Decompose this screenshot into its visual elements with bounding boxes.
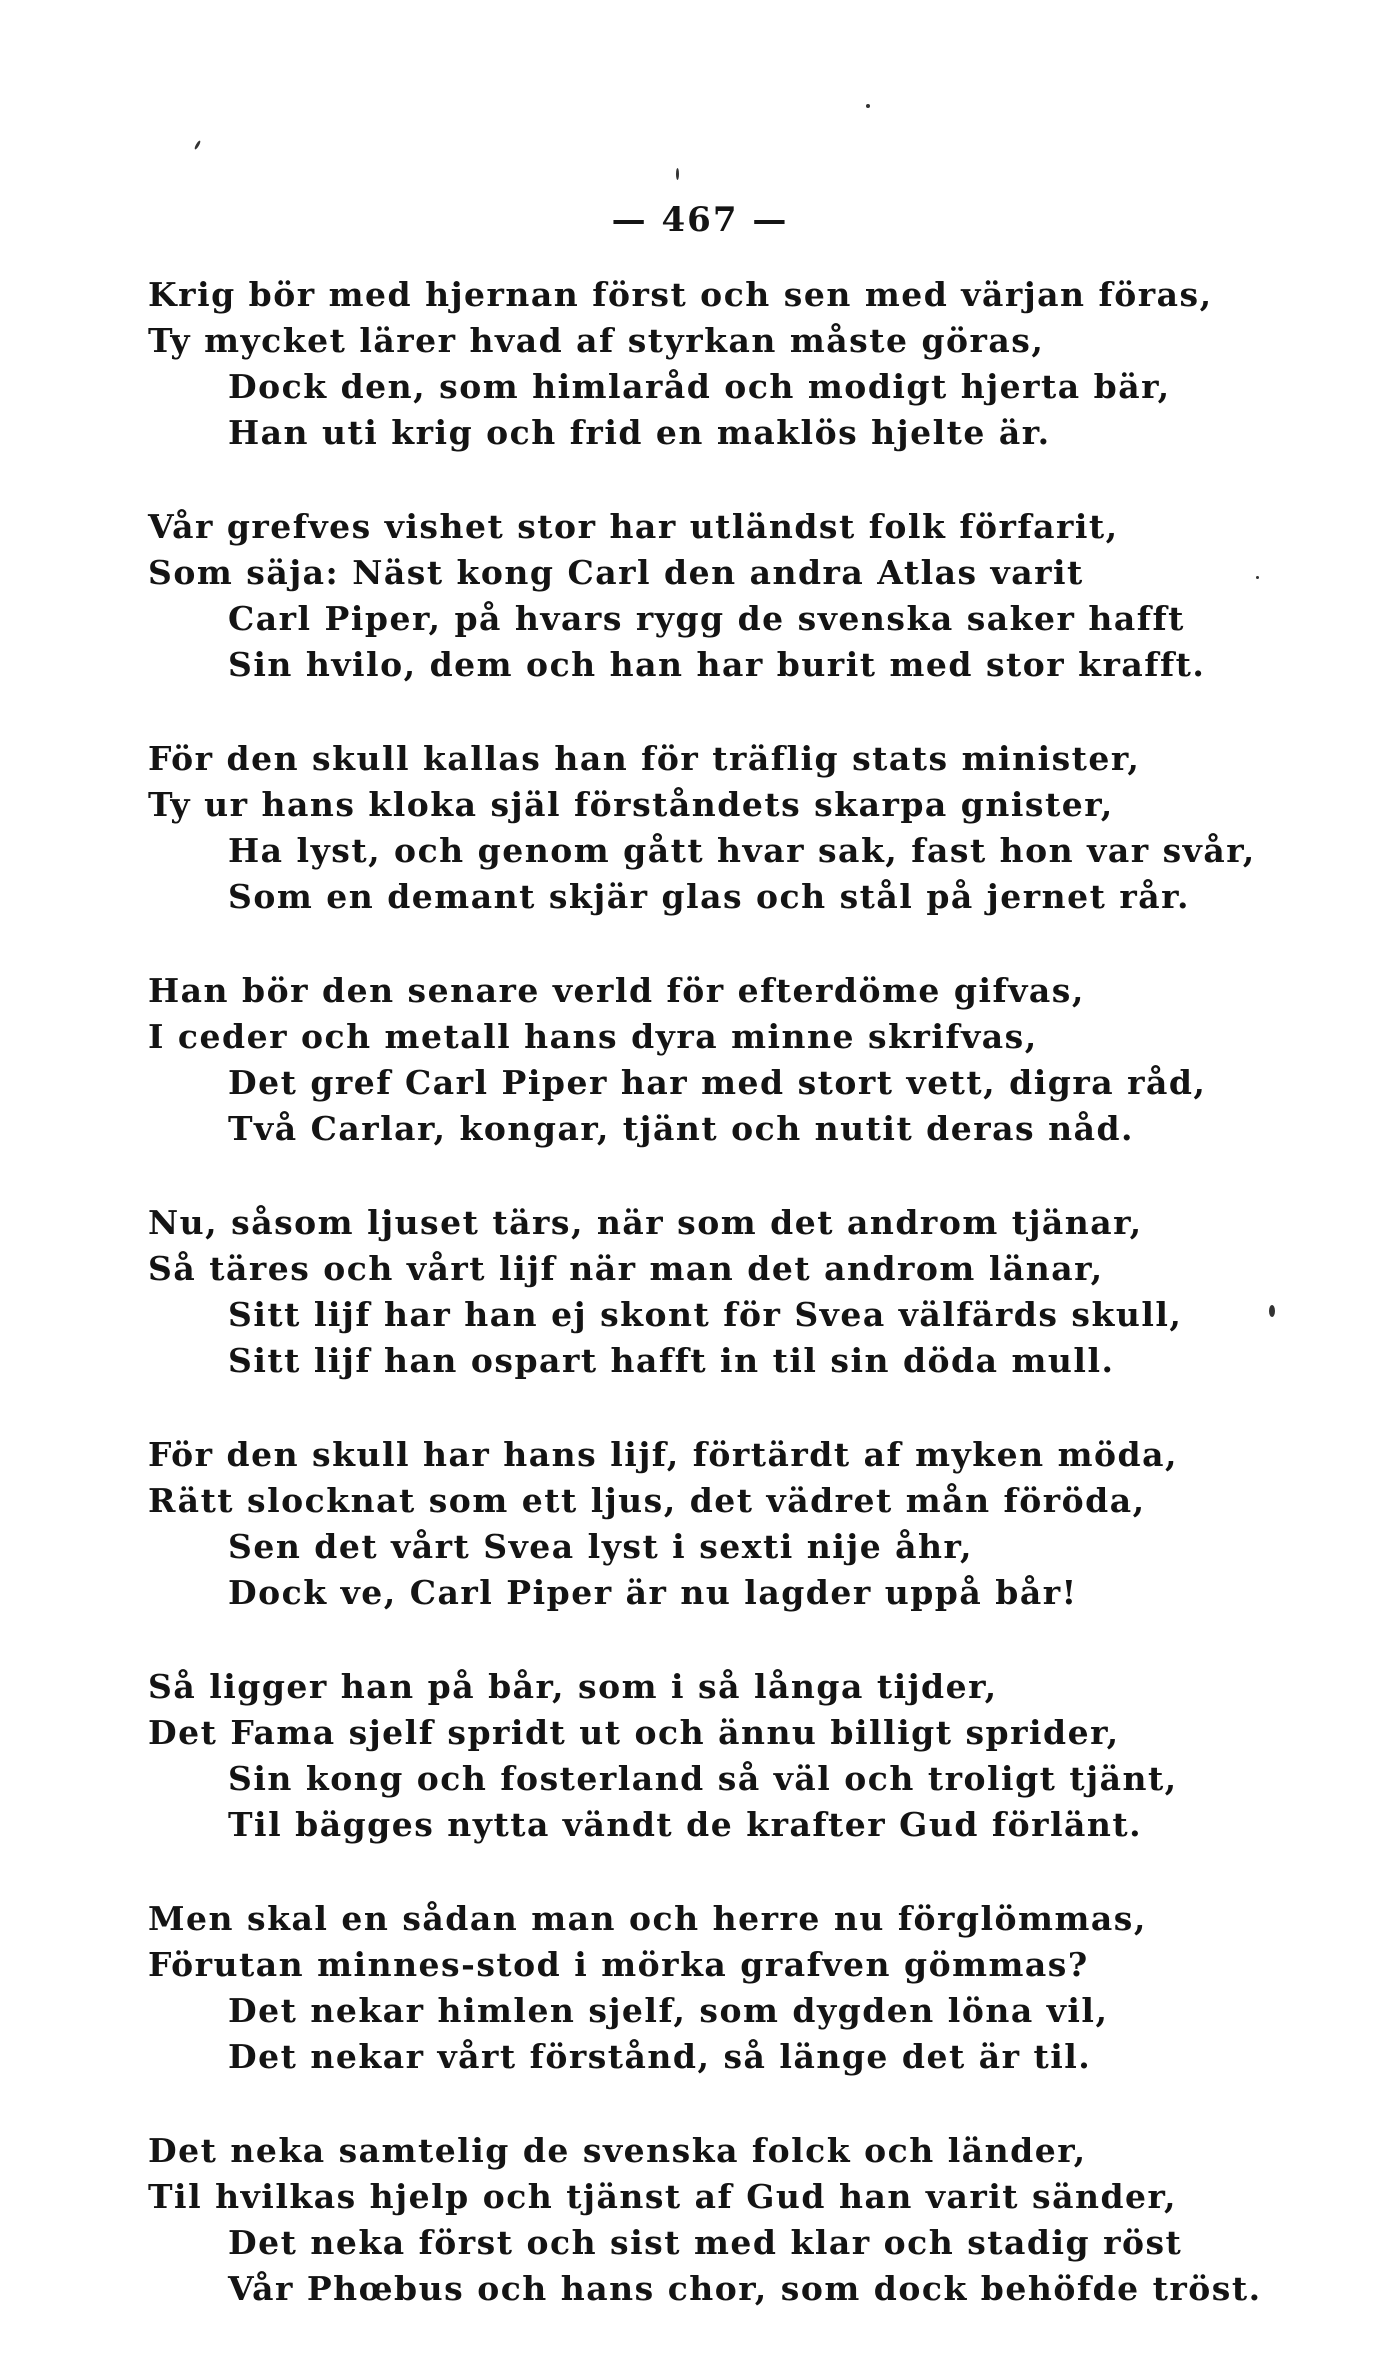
verse-line: Men skal en sådan man och herre nu förglömmas, — [148, 1899, 1147, 1938]
verse-line: Sin hvilo, dem och han har burit med stor krafft. — [228, 645, 1206, 684]
verse-line: Rätt slocknat som ett ljus, det vädret mån föröda, — [148, 1481, 1146, 1520]
verse-line: Dock den, som himlaråd och modigt hjerta bär, — [228, 367, 1171, 406]
stanza-5 — [148, 1200, 1308, 1432]
verse-line: Sitt lijf han ospart hafft in til sin döda mull. — [228, 1341, 1115, 1380]
verse-line: Carl Piper, på hvars rygg de svenska saker hafft — [228, 599, 1185, 638]
stanza-1 — [148, 272, 1308, 504]
verse-line: Krig bör med hjernan först och sen med värjan föras, — [148, 275, 1213, 314]
stanza-7 — [148, 1664, 1308, 1896]
verse-line: Vår Phœbus och hans chor, som dock behöfde tröst. — [228, 2269, 1262, 2308]
verse-line: Ty ur hans kloka själ förståndets skarpa gnister, — [148, 785, 1114, 824]
verse-line: Det neka samtelig de svenska folck och länder, — [148, 2131, 1087, 2170]
verse-line: För den skull har hans lijf, förtärdt af myken möda, — [148, 1435, 1178, 1474]
verse-line: Som säja: Näst kong Carl den andra Atlas varit — [148, 553, 1084, 592]
stanza-3 — [148, 736, 1308, 968]
verse-line: Det neka först och sist med klar och stadig röst — [228, 2223, 1183, 2262]
stanza-2 — [148, 504, 1308, 736]
verse-line: Ty mycket lärer hvad af styrkan måste göras, — [148, 321, 1045, 360]
page-number: — 467 — — [611, 200, 789, 240]
verse-line: Förutan minnes-stod i mörka grafven gömmas? — [148, 1945, 1089, 1984]
verse-line: Vår grefves vishet stor har utländst folk förfarit, — [148, 507, 1119, 546]
verse-line: Ha lyst, och genom gått hvar sak, fast hon var svår, — [228, 831, 1256, 870]
verse-line: Så ligger han på bår, som i så långa tijder, — [148, 1667, 998, 1706]
verse-line: I ceder och metall hans dyra minne skrifvas, — [148, 1017, 1038, 1056]
verse-line: Så täres och vårt lijf när man det androm länar, — [148, 1249, 1104, 1288]
stanza-8 — [148, 1896, 1308, 2128]
verse-line: Han bör den senare verld för efterdöme gifvas, — [148, 971, 1085, 1010]
verse-line: Sen det vårt Svea lyst i sexti nije åhr, — [228, 1527, 974, 1566]
verse-line: Det nekar himlen sjelf, som dygden löna vil, — [228, 1991, 1109, 2030]
verse-line: Det Fama sjelf spridt ut och ännu billigt sprider, — [148, 1713, 1120, 1752]
verse-line: Det gref Carl Piper har med stort vett, digra råd, — [228, 1063, 1207, 1102]
verse-line: Til bägges nytta vändt de krafter Gud förlänt. — [228, 1805, 1143, 1844]
speck — [676, 168, 679, 180]
verse-line: Nu, såsom ljuset tärs, när som det androm tjänar, — [148, 1203, 1143, 1242]
verse-line: Dock ve, Carl Piper är nu lagder uppå bår! — [228, 1573, 1078, 1612]
verse-line: Två Carlar, kongar, tjänt och nutit deras nåd. — [228, 1109, 1135, 1148]
verse-line: Som en demant skjär glas och stål på jernet rår. — [228, 877, 1190, 916]
poem — [148, 272, 1308, 2360]
stanza-9 — [148, 2128, 1308, 2360]
verse-line: För den skull kallas han för träflig stats minister, — [148, 739, 1141, 778]
verse-line: Han uti krig och frid en maklös hjelte är. — [228, 413, 1051, 452]
verse-line: Sin kong och fosterland så väl och troligt tjänt, — [228, 1759, 1178, 1798]
speck — [194, 140, 202, 150]
verse-line: Det nekar vårt förstånd, så länge det är til. — [228, 2037, 1092, 2076]
verse-line: Sitt lijf har han ej skont för Svea välfärds skull, — [228, 1295, 1183, 1334]
stanza-4 — [148, 968, 1308, 1200]
stanza-6 — [148, 1432, 1308, 1664]
verse-line: Til hvilkas hjelp och tjänst af Gud han varit sänder, — [148, 2177, 1178, 2216]
speck — [866, 104, 870, 108]
